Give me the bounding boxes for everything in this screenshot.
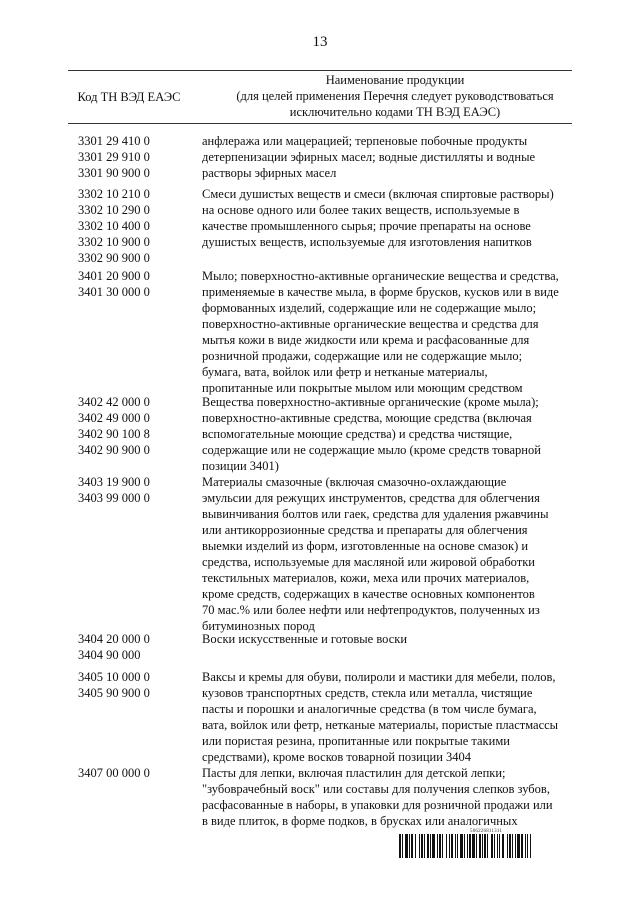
code: 3403 99 000 0 [78, 491, 150, 505]
code-list [78, 268, 150, 300]
product-description: Материалы смазочные (включая смазочно-охлаждающие эмульсии для режущих инструментов, средства для облегчения вывинчивания болтов или гаек, средства для удаления ржавчины или антикоррозионные средства и препараты для облегчения выемки изделий из форм, изготовленные на основе смазок) и средства, используемые для масляной или жировой обработки текстильных материалов, кожи, меха или прочих материалов, кроме средств, содержащих в качестве основных компонентов 70 мас.% или более нефти или нефтепродуктов, полученных из битуминозных пород [202, 475, 549, 633]
product-description: Ваксы и кремы для обуви, полироли и мастики для мебели, полов, кузовов транспортных средств, стекла или металла, чистящие пасты и порошки и аналогичные средства (в том числе бумага, вата, войлок или фетр, нетканые материалы, пористые пластмассы или пористая резина, пропитанные или покрытые такими средствами), кроме восков товарной позиции 3404 [202, 670, 559, 764]
code: 3402 42 000 0 [78, 395, 150, 409]
product-description: Вещества поверхностно-активные органические (кроме мыла); поверхностно-активные средства, моющие средства (включая вспомогательные моющие средства) и средства чистящие, содержащие или не содержащие мыло (кроме средств товарной позиции 3401) [202, 395, 541, 473]
code-column-header: Код ТН ВЭД ЕАЭС [77, 89, 181, 104]
code: 3401 30 000 0 [78, 285, 150, 299]
product-description: Смеси душистых веществ и смеси (включая спиртовые растворы) на основе одного или более таких веществ, используемые в качестве промышленного сырья; прочие препараты на основе душистых веществ, используемые для изготовления напитков [202, 187, 554, 249]
code: 3405 90 900 0 [78, 686, 150, 700]
code-list [78, 765, 150, 781]
product-description: анфлеража или мацерацией; терпеновые побочные продукты детерпенизации эфирных масел; водные дистилляты и водные растворы эфирных масел [202, 134, 536, 180]
code: 3301 90 900 0 [78, 166, 150, 180]
page-number: 13 [312, 34, 328, 50]
code: 3404 90 000 [78, 648, 141, 662]
barcode-icon [399, 834, 569, 858]
code: 3302 10 290 0 [78, 203, 150, 217]
code-list [78, 186, 150, 266]
code: 3301 29 910 0 [78, 150, 150, 164]
name-column-header: Наименование продукции (для целей применения Перечня следует руководствоваться исключительно кодами ТН ВЭД ЕАЭС) [236, 73, 554, 119]
barcode-number: 566226811311 [470, 829, 503, 834]
product-description: Пасты для лепки, включая пластилин для детской лепки; "зубоврачебный воск" или составы для получения слепков зубов, расфасованные в наборы, в упаковки для розничной продажи или в виде плиток, в форме подков, в брусках или аналогичных [202, 766, 553, 828]
code-list [78, 133, 150, 181]
code: 3403 19 900 0 [78, 475, 150, 489]
code: 3402 49 000 0 [78, 411, 150, 425]
code: 3405 10 000 0 [78, 670, 150, 684]
code: 3402 90 100 8 [78, 427, 150, 441]
code: 3302 90 900 0 [78, 251, 150, 265]
code: 3302 10 900 0 [78, 235, 150, 249]
code: 3401 20 900 0 [78, 269, 150, 283]
code: 3302 10 210 0 [78, 187, 150, 201]
code-list [78, 474, 150, 506]
code-list [78, 631, 150, 663]
code: 3407 00 000 0 [78, 766, 150, 780]
product-description: Мыло; поверхностно-активные органические вещества и средства, применяемые в качестве мыла, в форме брусков, кусков или в виде формованных изделий, содержащие или не содержащие мыло; поверхностно-активные органические вещества и средства для мытья кожи в виде жидкости или крема и расфасованные для розничной продажи, содержащие или не содержащие мыло; бумага, вата, войлок или фетр и нетканые материалы, пропитанные или покрытые мылом или моющим средством [202, 269, 559, 395]
code: 3301 29 410 0 [78, 134, 150, 148]
product-description: Воски искусственные и готовые воски [202, 632, 408, 646]
code-list [78, 394, 150, 458]
code: 3402 90 900 0 [78, 443, 150, 457]
code: 3302 10 400 0 [78, 219, 150, 233]
code: 3404 20 000 0 [78, 632, 150, 646]
table-header [68, 70, 572, 124]
code-list [78, 669, 150, 701]
